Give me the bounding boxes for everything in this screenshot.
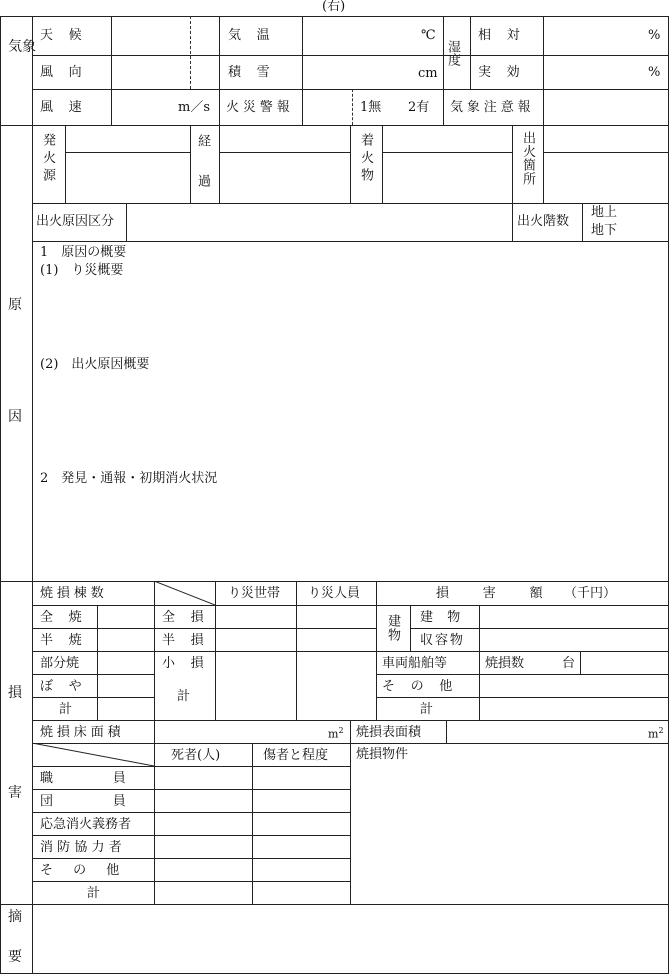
shukka-genin-gaiyou-heading: (2) 出火原因概要 bbox=[40, 357, 150, 372]
kasai-keihou-label: 火災警報 bbox=[226, 100, 294, 115]
bubunshou-label: 部分焼 bbox=[40, 656, 80, 671]
remarks-label-1: 摘 bbox=[8, 909, 22, 925]
sonota2-label: その他 bbox=[40, 863, 140, 878]
tatemono-row-label: 建物 bbox=[420, 610, 475, 625]
tatemono-label: 建物 bbox=[385, 614, 400, 643]
sekisetsu-unit: cm bbox=[418, 66, 438, 81]
shukka-kasho-label: 出火箇所 bbox=[520, 131, 535, 186]
pct-unit-2: % bbox=[648, 65, 661, 80]
zenshou-label: 全焼 bbox=[40, 610, 98, 625]
keika-label: 経過 bbox=[195, 134, 210, 215]
shisha-label: 死者(人) bbox=[171, 748, 221, 763]
shouson-label: 小損 bbox=[162, 656, 220, 671]
tenkou-label: 天候 bbox=[40, 28, 98, 43]
fuukou-label: 風向 bbox=[40, 65, 98, 80]
sonota-label: その他 bbox=[382, 679, 468, 694]
header-diagonal bbox=[154, 581, 215, 605]
shuuyoubutsu-label: 収容物 bbox=[420, 633, 465, 648]
genin-kubun-label: 出火原因区分 bbox=[36, 214, 115, 229]
shouson-suu-label: 焼損数 bbox=[485, 656, 525, 671]
kyouryokusha-label: 消防協力者 bbox=[40, 840, 126, 855]
remarks-label-2: 要 bbox=[8, 949, 22, 965]
kaisuu-label: 出火階数 bbox=[517, 214, 570, 229]
m2-unit-1: $m^2$ bbox=[328, 726, 344, 741]
yuka-menseki-label: 焼損床面積 bbox=[40, 725, 125, 740]
chika-label: 地下 bbox=[591, 223, 618, 238]
kei2-label: 計 bbox=[87, 886, 101, 901]
keihou-opt-1: 1無 bbox=[360, 100, 382, 115]
weather-section-label-1: 気象 bbox=[8, 39, 36, 55]
keihou-opt-2: 2有 bbox=[408, 100, 430, 115]
page-header: (右) bbox=[322, 0, 346, 14]
risai-setai-label: り災世帯 bbox=[228, 586, 281, 601]
m2-unit-2: $m^2$ bbox=[648, 726, 664, 741]
hakkagen-label: 発火源 bbox=[40, 133, 55, 186]
oukyuu-label: 応急消火義務者 bbox=[40, 817, 132, 832]
sen-en-label: （千円） bbox=[564, 586, 617, 601]
jikkou-label: 実効 bbox=[478, 65, 536, 80]
cause-section-label-2: 因 bbox=[8, 409, 22, 425]
fuusoku-unit: m／s bbox=[178, 100, 210, 115]
boya-label: ぼや bbox=[40, 679, 98, 694]
kei-label-1: 計 bbox=[59, 702, 73, 717]
damage-section-label-1: 損 bbox=[8, 685, 22, 701]
fuusoku-label: 風速 bbox=[40, 100, 98, 115]
songai-gaku-label: 損害額 bbox=[436, 586, 577, 601]
kion-unit: ℃ bbox=[421, 28, 436, 43]
risai-gaiyou-heading: (1) り災概要 bbox=[40, 263, 124, 278]
casualty-diagonal bbox=[32, 743, 154, 766]
cause-section-label-1: 原 bbox=[8, 297, 22, 313]
shouson-bukken-label: 焼損物件 bbox=[356, 747, 409, 762]
sharyou-label: 車両船舶等 bbox=[382, 656, 448, 671]
kishou-chuui-label: 気象注意報 bbox=[450, 100, 535, 115]
soutai-label: 相対 bbox=[478, 28, 536, 43]
chijou-label: 地上 bbox=[591, 205, 618, 220]
hakken-heading: 2 発見・通報・初期消火状況 bbox=[40, 471, 218, 486]
kei-label-3: 計 bbox=[420, 702, 434, 717]
risai-jinin-label: り災人員 bbox=[308, 586, 361, 601]
fushousha-label: 傷者と程度 bbox=[263, 748, 329, 763]
dai-label: 台 bbox=[562, 656, 576, 671]
chakkabutsu-label: 着火物 bbox=[358, 133, 373, 186]
shokuin-label: 職員 bbox=[40, 771, 186, 786]
gaiyou-heading: 1 原因の概要 bbox=[40, 245, 127, 260]
hanshou-label: 半焼 bbox=[40, 633, 98, 648]
shouson-tousuu-label: 焼損棟数 bbox=[40, 586, 108, 601]
kei-label-2: 計 bbox=[177, 689, 191, 704]
shitsudo-label: 湿度 bbox=[445, 40, 460, 66]
damage-section-label-2: 害 bbox=[8, 785, 22, 801]
hanson-label: 半損 bbox=[162, 633, 220, 648]
danin-label: 団員 bbox=[40, 794, 186, 809]
sekisetsu-label: 積雪 bbox=[228, 65, 286, 80]
zenson-label: 全損 bbox=[162, 610, 220, 625]
kion-label: 気温 bbox=[228, 28, 286, 43]
hyoumen-menseki-label: 焼損表面積 bbox=[356, 725, 422, 740]
pct-unit-1: % bbox=[648, 28, 661, 43]
